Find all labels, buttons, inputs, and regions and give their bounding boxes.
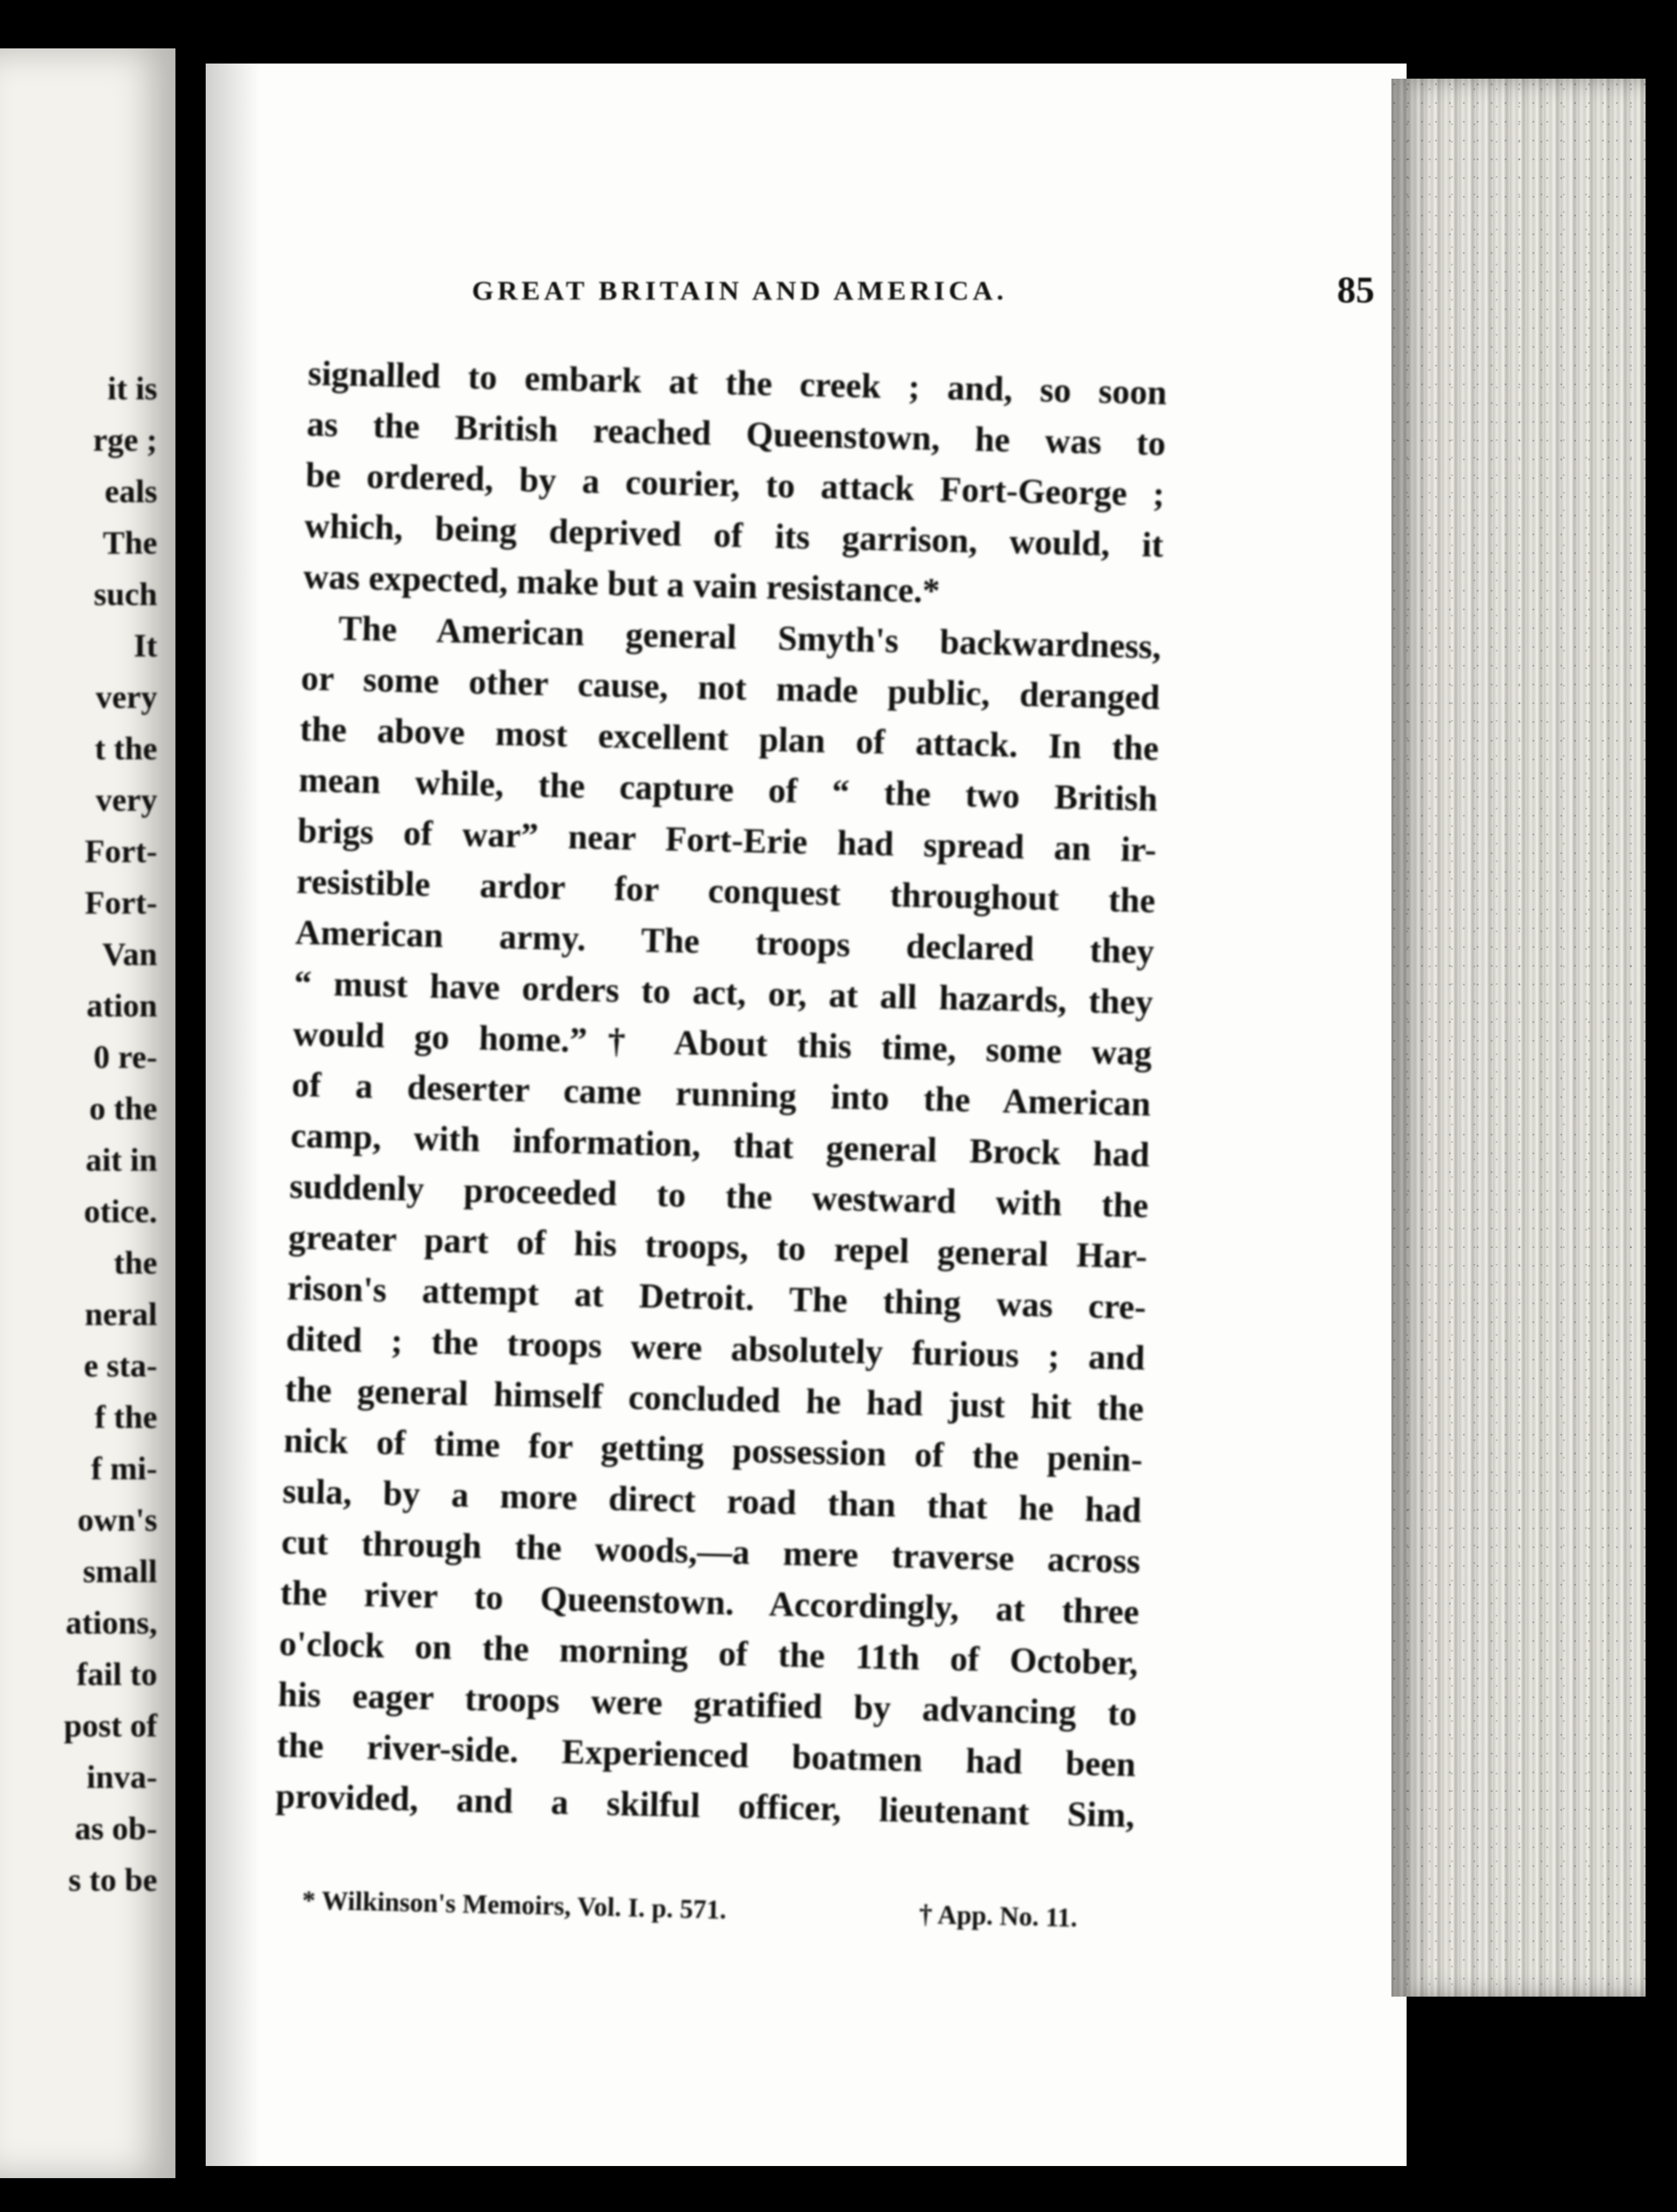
left-page-line: very: [96, 782, 157, 818]
text-line: rison's attempt at Detroit. The thing was cre-: [287, 1268, 1147, 1327]
text-line: signalled to embark at the creek ; and, so soon: [307, 353, 1168, 413]
left-page-line: It: [134, 627, 157, 664]
body-text: [275, 348, 1168, 1841]
text-line: provided, and a skilful officer, lieutenant Sim,: [275, 1776, 1136, 1835]
left-page-line: t the: [94, 730, 157, 767]
left-page-line: own's: [77, 1502, 157, 1538]
text-line: of a deserter came running into the American: [291, 1064, 1151, 1124]
left-page-line: Fort-: [85, 833, 157, 869]
text-line: resistible ardor for conquest throughout the: [296, 861, 1156, 920]
text-line: the river to Queenstown. Accordingly, at three: [280, 1572, 1140, 1632]
left-page-line: it is: [107, 370, 157, 407]
left-page-line: 0 re-: [93, 1039, 157, 1075]
left-page-line: The: [102, 525, 157, 561]
page-number: 85: [1337, 270, 1375, 311]
book-page: [206, 64, 1407, 2166]
left-page-line: fail to: [76, 1656, 157, 1692]
page-edge-speckle: [1391, 79, 1646, 1997]
text-line: would go home.”† About this time, some wag: [292, 1013, 1152, 1073]
text-line: brigs of war” near Fort-Erie had spread an ir-: [297, 810, 1157, 870]
footnote: * Wilkinson's Memoirs, Vol. I. p. 571.: [301, 1885, 727, 1925]
text-line: o'clock on the morning of the 11th of October,: [278, 1623, 1139, 1683]
text-line: the above most excellent plan of attack. In the: [299, 708, 1160, 768]
left-page-line: post of: [64, 1707, 157, 1744]
text-line: mean while, the capture of “ the two British: [298, 759, 1159, 819]
left-page-line: small: [82, 1553, 157, 1589]
left-page-line: Van: [102, 936, 157, 972]
left-page-line: otice.: [83, 1193, 157, 1229]
text-line: “ must have orders to act, or, at all hazards, they: [293, 963, 1154, 1022]
left-page-line: very: [96, 679, 157, 715]
text-line: cut through the woods,—a mere traverse across: [281, 1522, 1141, 1581]
text-line: The American general Smyth's backwardness,: [338, 608, 1162, 667]
footnotes: [301, 1885, 1174, 1933]
text-line: be ordered, by a courier, to attack Fort-George ;: [305, 454, 1165, 514]
left-page-line: o the: [89, 1090, 157, 1127]
left-facing-page: [0, 48, 175, 2178]
left-page-line: rge ;: [93, 422, 157, 458]
text-line: which, being deprived of its garrison, would, it: [304, 505, 1164, 565]
text-line: the general himself concluded he had just hit the: [284, 1369, 1145, 1428]
left-page-line: ations,: [65, 1605, 157, 1641]
left-page-text: [64, 363, 157, 1906]
left-page-line: ation: [86, 987, 157, 1024]
left-page-line: Fort-: [85, 885, 157, 921]
footnote: † App. No. 11.: [918, 1899, 1078, 1933]
text-line: the river-side. Experienced boatmen had been: [276, 1725, 1136, 1784]
text-line: or some other cause, not made public, deranged: [300, 658, 1160, 718]
left-page-line: neral: [85, 1296, 157, 1332]
left-page-line: inva-: [86, 1759, 157, 1795]
left-page-line: eals: [105, 473, 157, 509]
text-line: suddenly proceeded to the westward with the: [289, 1166, 1149, 1225]
text-line: dited ; the troops were absolutely furious ; and: [286, 1318, 1146, 1378]
left-page-line: f mi-: [91, 1450, 157, 1487]
gutter-shadow: [206, 64, 260, 2166]
text-line: camp, with information, that general Brock had: [290, 1115, 1150, 1174]
left-page-line: ait in: [85, 1142, 157, 1178]
text-line: nick of time for getting possession of the penin-: [283, 1420, 1143, 1479]
left-page-line: such: [93, 576, 157, 612]
left-page-line: as ob-: [74, 1810, 157, 1847]
text-line: greater part of his troops, to repel general Har-: [287, 1217, 1148, 1276]
left-page-line: s to be: [68, 1862, 157, 1898]
text-line: as the British reached Queenstown, he was to: [306, 404, 1166, 463]
left-page-line: e sta-: [83, 1347, 157, 1384]
text-line: was expected, make but a vain resistance.*: [302, 556, 941, 610]
text-line: American army. The troops declared they: [295, 912, 1155, 971]
left-page-line: the: [114, 1245, 157, 1281]
left-page-line: f the: [94, 1399, 157, 1435]
running-head: [472, 269, 1407, 318]
page-edge-stack: [1391, 79, 1646, 1997]
text-line: sula, by a more direct road than that he had: [282, 1471, 1142, 1530]
running-head-title: GREAT BRITAIN AND AMERICA.: [472, 276, 1008, 306]
text-line: his eager troops were gratified by advancing to: [277, 1674, 1137, 1733]
